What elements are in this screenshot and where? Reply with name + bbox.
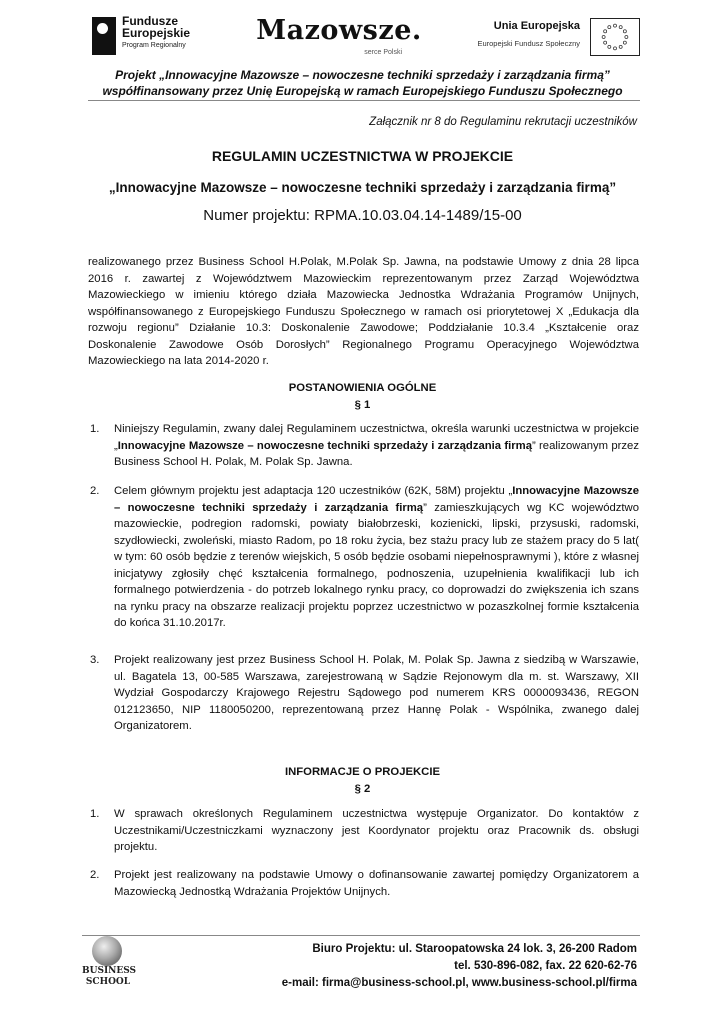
item-text: Celem głównym projektu jest adaptacja 120 uczestników (62K, 58M) projektu „ <box>114 485 513 497</box>
section2-item-2 <box>88 867 639 900</box>
project-number: Numer projektu: RPMA.10.03.04.14-1489/15-00 <box>203 207 522 224</box>
item-number: 2. <box>90 869 100 881</box>
item-number: 1. <box>90 423 100 435</box>
item-text: Niniejszy Regulamin, zwany dalej Regulaminem uczestnictwa, określa warunki uczestnictwa w projekcie „ <box>114 423 639 452</box>
attachment-note: Załącznik nr 8 do Regulaminu rekrutacji uczestników <box>369 116 637 128</box>
mazowsze-tagline: serce Polski <box>364 49 402 56</box>
header-project-line: Projekt „Innowacyjne Mazowsze – nowoczesne techniki sprzedaży i zarządzania firmą” <box>115 68 610 82</box>
document-title: REGULAMIN UCZESTNICTWA W PROJEKCIE <box>211 148 514 164</box>
item-number: 1. <box>90 808 100 820</box>
eu-flag-icon <box>590 18 640 56</box>
mazowsze-wordmark: Mazowsze. <box>256 15 422 46</box>
business-school-logo-line1: BUSINESS <box>82 966 137 976</box>
ue-title: Unia Europejska <box>493 20 580 32</box>
intro-paragraph: realizowanego przez Business School H.Polak, M.Polak Sp. Jawna, na podstawie Umowy z dnia 28 lipca 2016 r. zawartej z Województwem Mazowieckim reprezentowanym przez Zarząd Województwa Mazowieckiego w imieniu którego działa Mazowiecka Jednostka Wdrażania Programów Unijnych, współfinansowanego z Europejskiego Funduszu Społecznego w ramach osi priorytetowej X „Edukacja dla rozwoju regionu” Działanie 10.3: Doskonalenie Zawodowe; Poddziałanie 10.3.4 „Kształcenie oraz Doskonalenie Zawodowe Osób Dorosłych” Regionalnego Programu Operacyjnego Województwa Mazowieckiego na lata 2014-2020 r. <box>88 256 639 367</box>
fe-logo-line1: Fundusze <box>122 14 178 28</box>
header-cofinancing-line: współfinansowany przez Unię Europejską w ramach Europejskiego Funduszu Społecznego <box>102 84 623 98</box>
item-text: ” zamieszkujących wg KC województwo mazowieckie, podregion radomski, powiaty białobrzeski, kozienicki, lipski, przysuski, radomski, szydłowiecki, zwoleński, miasto Radom, po 18 roku życia, bez stażu pracy lub ze stażem pracy do 5 lat( w tym: 60 osób będzie z terenów wiejskich, 5 osób będzie osobami niepełnosprawnymi ), które z własnej inicjatywy zgłosiły chęć kształcenia formalnego, podnoszenia, uzupełnienia kwalifikacji lub ich formalnego potwierdzenia - do potrzeb lokalnego rynku pracy, co doprowadzi do zwiększenia ich szans na rynku pracy na obszarze realizacji projektu poprzez uczestnictwo w pozaszkolnej formie kształcenia do końca 31.10.2017r. <box>114 501 639 629</box>
section2-item-1 <box>88 806 639 856</box>
header-divider <box>88 100 640 101</box>
logo-business-school <box>82 936 137 996</box>
logo-fundusze-europejskie <box>92 15 242 60</box>
ue-sub: Europejski Fundusz Społeczny <box>477 39 580 48</box>
section2-heading: INFORMACJE O PROJEKCIE <box>284 766 441 778</box>
item-number: 2. <box>90 485 100 497</box>
footer-phone-fax: tel. 530-896-082, fax. 22 620-62-76 <box>454 960 637 972</box>
section2-paragraph-sign: § 2 <box>354 783 371 795</box>
item-text: Projekt jest realizowany na podstawie Umowy o dofinansowanie zawartej pomiędzy Organizatorem a Mazowiecką Jednostką Wdrażania Projektów Unijnych. <box>114 869 639 898</box>
item-text: ” realizowanym przez Business School H. Polak, M. Polak Sp. Jawna. <box>114 439 639 468</box>
globe-icon <box>92 936 122 966</box>
section1-item-1 <box>88 421 639 471</box>
section1-heading: POSTANOWIENIA OGÓLNE <box>288 382 437 394</box>
item-text-bold: Innowacyjne Mazowsze – nowoczesne techniki sprzedaży i zarządzania firmą <box>117 439 532 452</box>
item-number: 3. <box>90 654 100 666</box>
footer-email-www: e-mail: firma@business-school.pl, www.business-school.pl/firma <box>281 977 637 989</box>
logo-mazowsze <box>254 16 424 61</box>
item-text: Projekt realizowany jest przez Business School H. Polak, M. Polak Sp. Jawna z siedzibą w Warszawie, ul. Bagatela 13, 00-585 Warszawa, zarejestrowaną w Sądzie Rejonowym dla m. st. Warszawy, XII Wydział Gospodarczy Krajowego Rejestru Sądowego pod numerem KRS 0000093436, REGON 012123650, NIP 1180050200, reprezentowaną przez Hannę Polak - Wspólnika, zwanego dalej Organizatorem. <box>114 654 639 732</box>
section1-item-3 <box>88 652 639 735</box>
footer-office-address: Biuro Projektu: ul. Staroopatowska 24 lok. 3, 26-200 Radom <box>312 943 637 955</box>
item-text: W sprawach określonych Regulaminem uczestnictwa występuje Organizator. Do kontaktów z Uczestnikami/Uczestniczkami wyznaczony jest Koordynator projektu oraz Pracownik ds. obsługi projektu. <box>114 808 639 853</box>
logo-unia-europejska <box>470 18 640 60</box>
fe-logo-sub: Program Regionalny <box>122 42 186 49</box>
item-text-bold: Innowacyjne Mazowsze – nowoczesne techniki sprzedaży i zarządzania firmą <box>114 485 639 514</box>
business-school-logo-line2: SCHOOL <box>85 977 131 987</box>
section1-paragraph-sign: § 1 <box>354 399 371 411</box>
section1-item-2 <box>88 483 639 632</box>
footer-divider <box>82 935 640 936</box>
document-subtitle: „Innowacyjne Mazowsze – nowoczesne techniki sprzedaży i zarządzania firmą” <box>108 180 617 195</box>
fe-logo-line2: Europejskie <box>122 26 191 40</box>
fe-star-icon <box>92 17 116 55</box>
